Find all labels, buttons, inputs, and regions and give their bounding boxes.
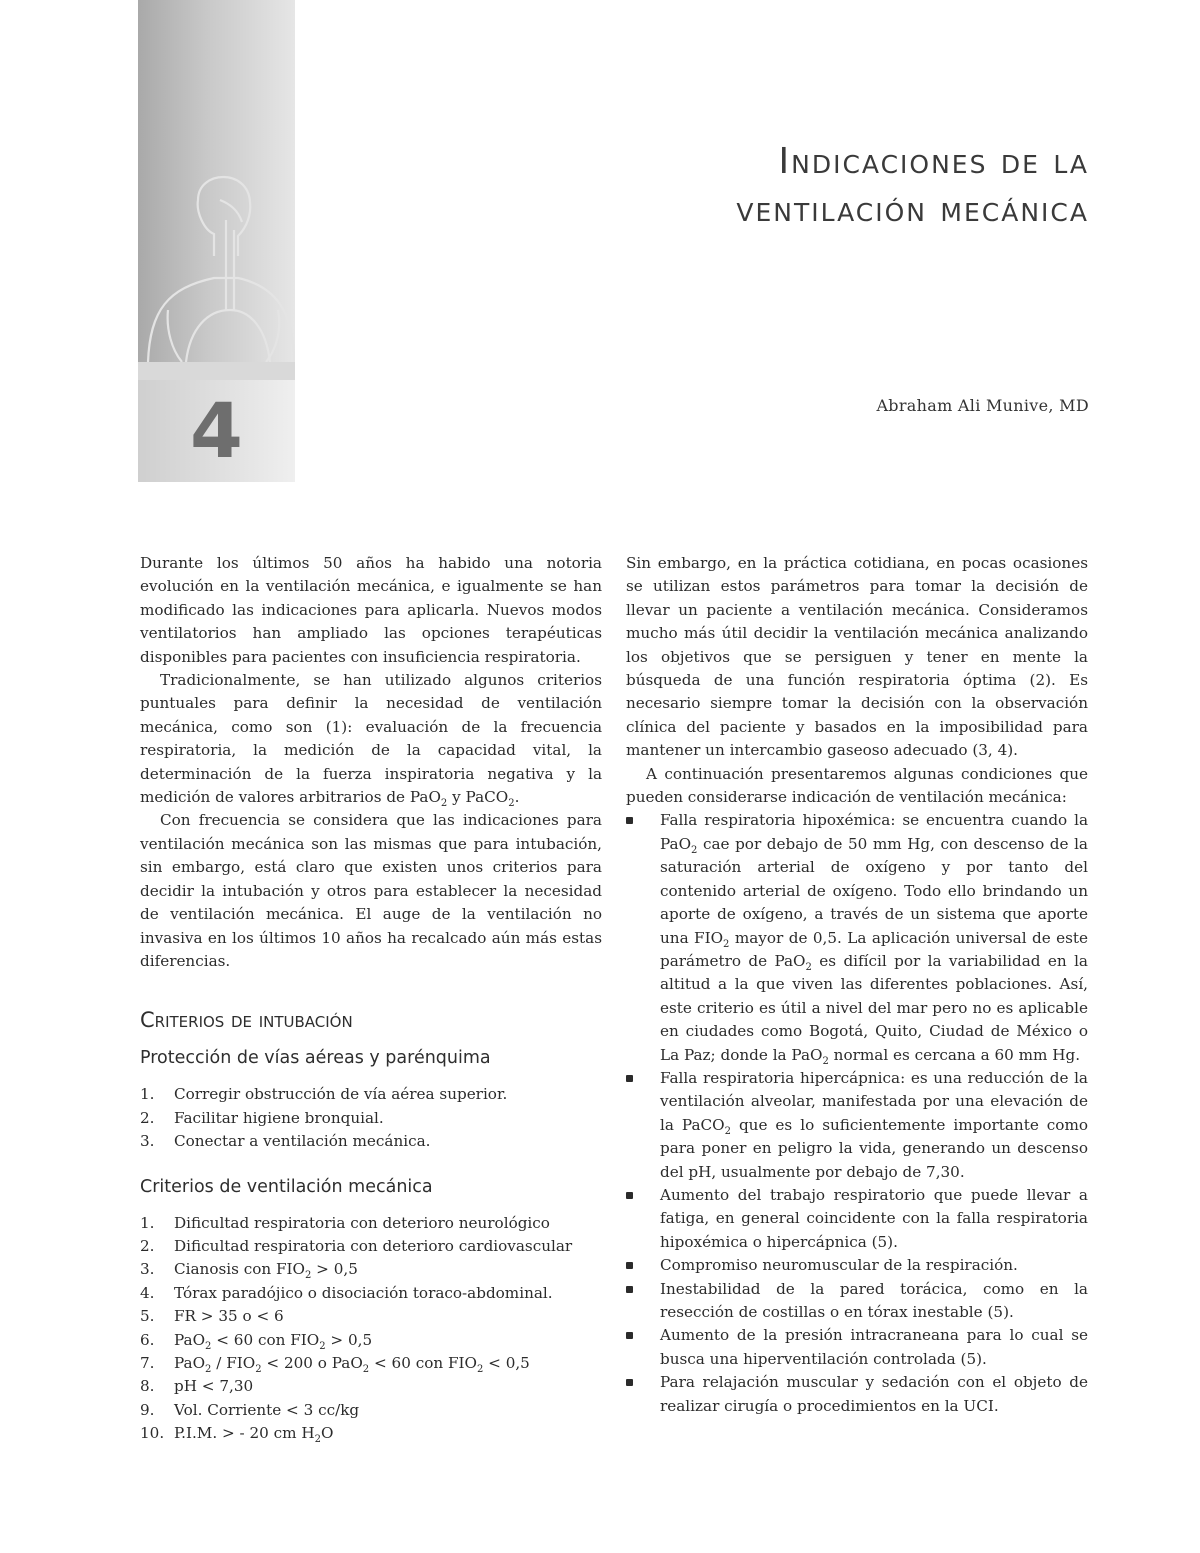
paragraph: A continuación presentaremos algunas condiciones que pueden considerarse indicación de ventilación mecánica: [626,764,1088,807]
bullet-icon [626,1379,633,1386]
bullet-icon [626,1332,633,1339]
paragraph: Con frecuencia se considera que las indicaciones para ventilación mecánica son las mismas que para intubación, sin embargo, está claro que existen unos criterios para decidir la intubación y otros para establecer la necesidad de ventilación mecánica. El auge de la ventilación no invasiva en los últimos 10 años ha recalcado aún más estas diferencias. [140,811,602,970]
list-item: Falla respiratoria hipoxémica: se encuentra cuando la PaO$_2$ cae por debajo de 50 mm Hg, con descenso de la saturación arterial de oxígeno y por tanto del contenido arterial de oxígeno. Todo ello brindando un aporte de oxígeno, a través de un sistema que aporte una $FIO_2$ mayor de 0,5. La aplicación universal de este parámetro de PaO$_2$ es difícil por la variabilidad en la altitud a la que viven las diferentes poblaciones. Así, este criterio es útil a nivel del mar pero no es aplicable en ciudades como Bogotá, Quito, Ciudad de México o La Paz; donde la PaO$_2$ normal es cercana a 60 mm Hg. [626,809,1088,1066]
list-item: 6. PaO$_2$ < 60 con $FIO_2 > 0,5$ [140,1330,373,1352]
bullet-icon [626,1192,633,1199]
bullet-icon [626,1262,633,1269]
list-item: 2. Facilitar higiene bronquial. [140,1108,384,1127]
list-item: 7. $PaO_2 / FIO_2 < 200$ o PaO$_2$ < 60 con $FIO_2 < 0,5$ [140,1353,530,1375]
subsection-heading: Criterios de ventilación mecánica [140,1176,433,1197]
list-item: 9. Vol. Corriente < 3 cc/kg [140,1400,360,1419]
list-item: Aumento de la presión intracraneana para lo cual se busca una hiperventilación controlada (5). [626,1324,1088,1371]
list-item: 1. Corregir obstrucción de vía aérea superior. [140,1085,508,1104]
list-item: 10. P.I.M. > - 20 cm $H_2O$ [140,1424,334,1446]
list-item: Aumento del trabajo respiratorio que puede llevar a fatiga, en general coincidente con la falla respiratoria hipoxémica o hipercápnica (5). [626,1184,1088,1254]
left-column [140,552,602,1446]
list-item: 3. Conectar a ventilación mecánica. [140,1132,431,1151]
chapter-number: 4 [190,386,243,475]
chapter-title-line-2: ventilación mecánica [736,189,1089,230]
section-heading: Criterios de intubación [140,1008,353,1033]
bullet-icon [626,1286,633,1293]
numbered-list [140,1083,602,1153]
author-name: Abraham Ali Munive, MD [876,396,1089,415]
list-item: Para relajación muscular y sedación con el objeto de realizar cirugía o procedimientos en la UCI. [626,1371,1088,1418]
list-item: 4. Tórax paradójico o disociación toraco-abdominal. [140,1283,553,1302]
chapter-title-line-1: Indicaciones de la [778,141,1089,182]
tab-band [138,362,295,380]
subsection-heading: Protección de vías aéreas y parénquima [140,1048,491,1069]
list-item: Inestabilidad de la pared torácica, como en la resección de costillas o en tórax inestable (5). [626,1278,1088,1325]
bullet-icon [626,817,633,824]
paragraph: Tradicionalmente, se han utilizado algunos criterios puntuales para definir la necesidad de ventilación mecánica, como son (1): evaluación de la frecuencia respiratoria, la medición de la capacidad vital, la determinación de la fuerza inspiratoria negativa y la medición de valores arbitrarios de PaO$_2$ y PaCO$_2$. [140,671,602,810]
paragraph: Sin embargo, en la práctica cotidiana, en pocas ocasiones se utilizan estos parámetros para tomar la decisión de llevar un paciente a ventilación mecánica. Consideramos mucho más útil decidir la ventilación mecánica analizando los objetivos que se persiguen y tener en mente la búsqueda de una función respiratoria óptima (2). Es necesario siempre tomar la decisión con la observación clínica del paciente y basados en la imposibilidad para mantener un intercambio gaseoso adecuado (3, 4). [626,554,1088,760]
list-item: 2. Dificultad respiratoria con deterioro cardiovascular [140,1236,573,1255]
bullet-icon [626,1075,633,1082]
chapter-tab [138,0,295,482]
list-item: 1. Dificultad respiratoria con deterioro neurológico [140,1213,550,1232]
list-item: 3. Cianosis con $FIO_2 > 0,5$ [140,1260,358,1282]
list-item: Compromiso neuromuscular de la respiración. [626,1254,1088,1277]
list-item: 8. pH < 7,30 [140,1377,254,1396]
right-column [626,552,1088,1418]
bullet-list [626,809,1088,1418]
list-item: 5. FR > 35 o < 6 [140,1307,284,1326]
paragraph: Durante los últimos 50 años ha habido una notoria evolución en la ventilación mecánica, e igualmente se han modificado las indicaciones para aplicarla. Nuevos modos ventilatorios han ampliado las opciones terapéuticas disponibles para pacientes con insuficiencia respiratoria. [140,554,602,666]
respiratory-figure-icon [138,160,295,362]
numbered-list [140,1212,602,1446]
chapter-title [449,138,1089,234]
list-item: Falla respiratoria hipercápnica: es una reducción de la ventilación alveolar, manifestada por una elevación de la PaCO$_2$ que es lo suficientemente importante como para poner en peligro la vida, generando un descenso del pH, usualmente por debajo de 7,30. [626,1067,1088,1184]
